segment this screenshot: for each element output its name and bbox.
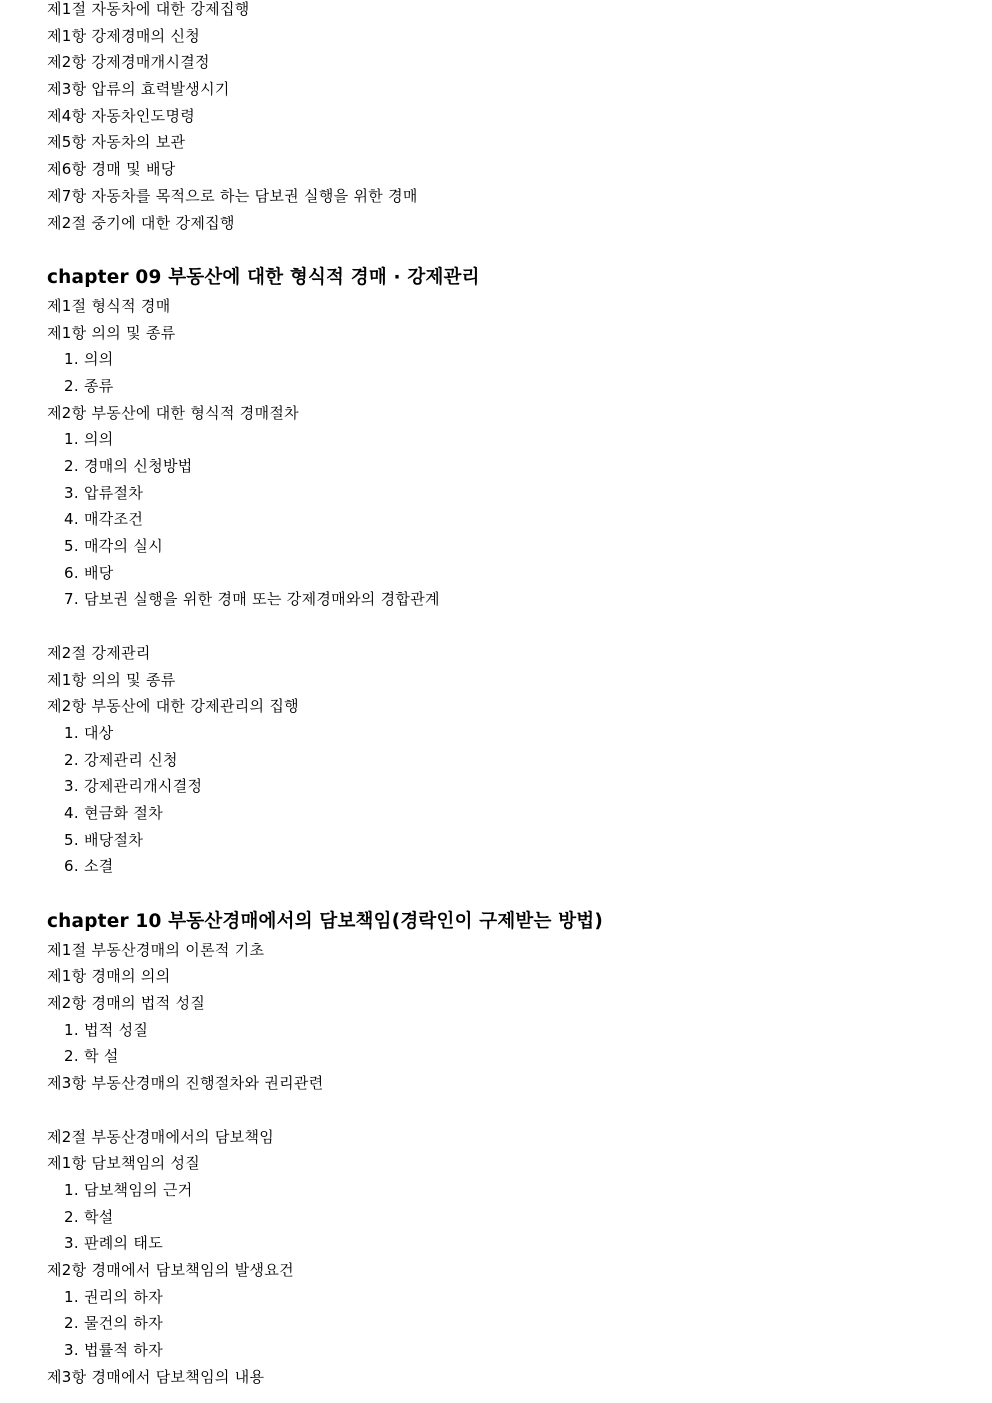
toc-subitem: 5. 배당절차 [64,830,144,849]
table-of-contents [47,0,967,1390]
toc-subitem: 2. 학 설 [64,1047,119,1066]
toc-item: 제1항 의의 및 종류 [47,323,176,342]
toc-item: 제2절 중기에 대한 강제집행 [47,213,235,232]
toc-subitem: 3. 판례의 태도 [64,1234,163,1253]
toc-subitem: 1. 권리의 하자 [64,1287,163,1306]
toc-item: 제6항 경매 및 배당 [47,160,176,179]
toc-item: 제1항 경매의 의의 [47,967,171,986]
toc-item: 제2절 강제관리 [47,643,151,662]
toc-item: 제5항 자동차의 보관 [47,133,186,152]
toc-item: 제2항 부동산에 대한 형식적 경매절차 [47,403,299,422]
toc-item: 제1절 형식적 경매 [47,296,171,315]
chapter-heading: chapter 10 부동산경매에서의 담보책임(경락인이 구제받는 방법) [47,910,603,932]
toc-item: 제1절 자동차에 대한 강제집행 [47,0,250,18]
toc-subitem: 1. 의의 [64,350,114,369]
toc-subitem: 5. 매각의 실시 [64,537,163,556]
toc-item: 제1절 부동산경매의 이론적 기초 [47,940,265,959]
toc-subitem: 3. 강제관리개시결정 [64,777,203,796]
toc-item: 제1항 강제경매의 신청 [47,26,201,45]
toc-subitem: 2. 종류 [64,376,114,395]
toc-subitem: 4. 매각조건 [64,510,144,529]
blank-line [47,1097,967,1124]
toc-subitem: 3. 압류절차 [64,483,144,502]
blank-line [47,613,967,640]
toc-item: 제4항 자동차인도명령 [47,106,196,125]
toc-item: 제3항 압류의 효력발생시기 [47,80,230,99]
toc-item: 제7항 자동차를 목적으로 하는 담보권 실행을 위한 경매 [47,186,418,205]
toc-subitem: 2. 강제관리 신청 [64,750,178,769]
toc-subitem: 1. 담보책임의 근거 [64,1180,193,1199]
toc-subitem: 1. 대상 [64,723,114,742]
toc-item: 제1항 담보책임의 성질 [47,1154,201,1173]
blank-line [47,880,967,907]
toc-subitem: 2. 학설 [64,1207,114,1226]
toc-subitem: 7. 담보권 실행을 위한 경매 또는 강제경매와의 경합관계 [64,590,440,609]
toc-item: 제2항 경매에서 담보책임의 발생요건 [47,1260,294,1279]
toc-subitem: 3. 법률적 하자 [64,1341,163,1359]
toc-item: 제3항 경매에서 담보책임의 내용 [47,1367,265,1386]
toc-item: 제2절 부동산경매에서의 담보책임 [47,1127,275,1146]
toc-item: 제2항 부동산에 대한 강제관리의 집행 [47,697,299,716]
toc-subitem: 6. 소결 [64,857,114,876]
toc-item: 제2항 경매의 법적 성질 [47,994,206,1013]
toc-subitem: 2. 경매의 신청방법 [64,457,193,475]
toc-subitem: 4. 현금화 절차 [64,803,163,822]
toc-subitem: 2. 물건의 하자 [64,1314,163,1333]
toc-subitem: 6. 배당 [64,563,114,582]
toc-item: 제2항 강제경매개시결정 [47,53,210,72]
chapter-heading: chapter 09 부동산에 대한 형식적 경매 · 강제관리 [47,266,480,288]
toc-item: 제1항 의의 및 종류 [47,670,176,689]
blank-line [47,236,967,263]
toc-item: 제3항 부동산경매의 진행절차와 권리관련 [47,1074,324,1093]
toc-subitem: 1. 법적 성질 [64,1020,149,1039]
toc-subitem: 1. 의의 [64,430,114,449]
